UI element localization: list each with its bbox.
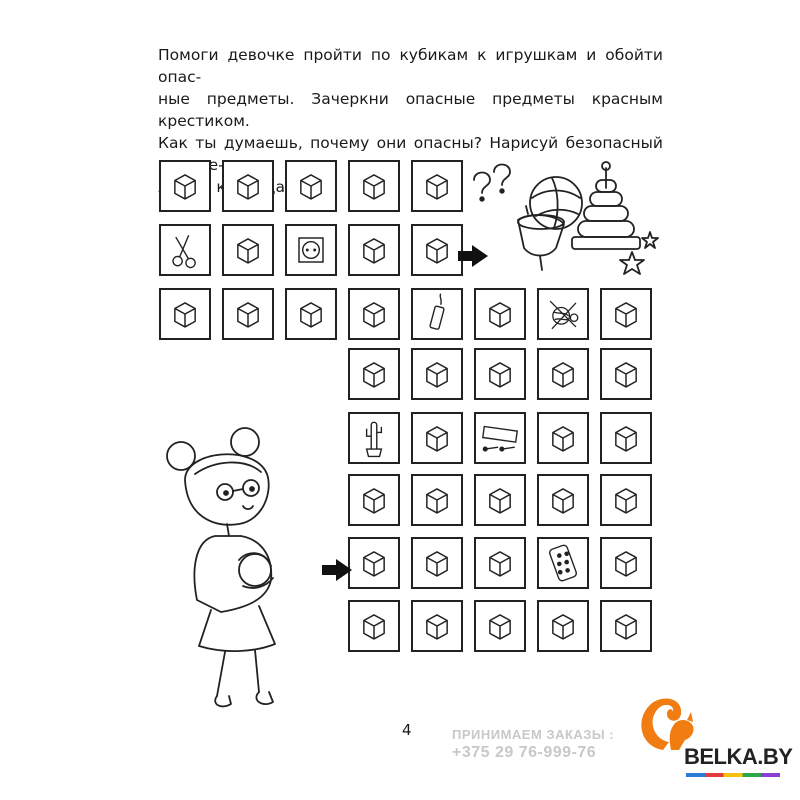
maze-cell-pills [537, 537, 589, 589]
watermark-line: ПРИНИМАЕМ ЗАКАЗЫ : [452, 727, 615, 742]
maze-cell [600, 474, 652, 526]
maze-cell [285, 160, 337, 212]
maze-cell [600, 600, 652, 652]
maze-cell [474, 474, 526, 526]
cube-icon [539, 602, 587, 650]
maze-cell-yarn-with-needles [537, 288, 589, 340]
cube-icon [413, 226, 461, 274]
cube-icon [287, 162, 335, 210]
maze-cell [537, 348, 589, 400]
page-number: 4 [402, 721, 412, 739]
matches-icon [476, 414, 524, 462]
cube-icon [287, 290, 335, 338]
cube-icon [224, 226, 272, 274]
maze-cell [600, 537, 652, 589]
cube-icon [602, 539, 650, 587]
maze-cell [159, 160, 211, 212]
maze-cell [159, 288, 211, 340]
cube-icon [413, 350, 461, 398]
maze-cell-cactus [348, 412, 400, 464]
cube-icon [602, 476, 650, 524]
cube-icon [350, 539, 398, 587]
maze-cell [474, 600, 526, 652]
maze-cell [411, 160, 463, 212]
maze-cell [222, 160, 274, 212]
brand-stripe [686, 773, 780, 777]
toys-illustration [466, 158, 666, 283]
instruction-line: Помоги девочке пройти по кубикам к игрушкам и обойти опас- [158, 46, 663, 86]
maze-cell [411, 537, 463, 589]
start-arrow-icon [320, 557, 354, 583]
cube-icon [350, 602, 398, 650]
watermark-phone: +375 29 76-999-76 [452, 744, 597, 761]
instruction-line: Как ты думаешь, почему они опасны? Нарисуй безопасный зе- [158, 134, 663, 174]
cube-icon [539, 414, 587, 462]
cube-icon [602, 414, 650, 462]
maze-cell [474, 537, 526, 589]
maze-cell-scissors [159, 224, 211, 276]
cube-icon [350, 350, 398, 398]
watermark [452, 727, 614, 762]
cube-icon [413, 476, 461, 524]
scissors-icon [161, 226, 209, 274]
cube-icon [161, 162, 209, 210]
maze-cell [600, 412, 652, 464]
maze-cell [348, 160, 400, 212]
cube-icon [350, 162, 398, 210]
pills-icon [539, 539, 587, 587]
maze-cell [600, 348, 652, 400]
girl-illustration [155, 420, 295, 715]
maze-cell-socket [285, 224, 337, 276]
maze-cell [348, 474, 400, 526]
cube-icon [350, 226, 398, 274]
instruction-line: ные предметы. Зачеркни опасные предметы красным крестиком. [158, 90, 663, 130]
cube-icon [413, 162, 461, 210]
cube-icon [161, 290, 209, 338]
maze-cell [600, 288, 652, 340]
cube-icon [224, 290, 272, 338]
cube-icon [476, 602, 524, 650]
maze-cell [348, 224, 400, 276]
maze-cell [537, 412, 589, 464]
brand-name: BELKA.BY [684, 744, 793, 769]
maze-cell [348, 288, 400, 340]
maze-cell [411, 600, 463, 652]
cube-icon [413, 539, 461, 587]
maze-cell [411, 474, 463, 526]
cube-icon [602, 602, 650, 650]
maze-cell [222, 288, 274, 340]
cube-icon [413, 414, 461, 462]
maze-cell [537, 474, 589, 526]
lighter-icon [413, 290, 461, 338]
cube-icon [350, 290, 398, 338]
cube-icon [476, 539, 524, 587]
maze-cell-lighter [411, 288, 463, 340]
squirrel-logo-icon [633, 692, 703, 752]
cube-icon [539, 350, 587, 398]
maze-cell [474, 288, 526, 340]
maze-cell [411, 412, 463, 464]
cube-icon [476, 476, 524, 524]
cube-icon [539, 476, 587, 524]
maze-cell [474, 348, 526, 400]
cactus-icon [350, 414, 398, 462]
maze-cell [285, 288, 337, 340]
cube-icon [224, 162, 272, 210]
maze-cell [348, 348, 400, 400]
maze-cell [348, 537, 400, 589]
cube-icon [602, 350, 650, 398]
cube-icon [413, 602, 461, 650]
cube-icon [350, 476, 398, 524]
maze-cell [348, 600, 400, 652]
maze-cell-matches [474, 412, 526, 464]
maze-cell [537, 600, 589, 652]
yarn-with-needles-icon [539, 290, 587, 338]
socket-icon [287, 226, 335, 274]
cube-icon [476, 290, 524, 338]
maze-cell [411, 348, 463, 400]
cube-icon [476, 350, 524, 398]
maze-cell [222, 224, 274, 276]
cube-icon [602, 290, 650, 338]
